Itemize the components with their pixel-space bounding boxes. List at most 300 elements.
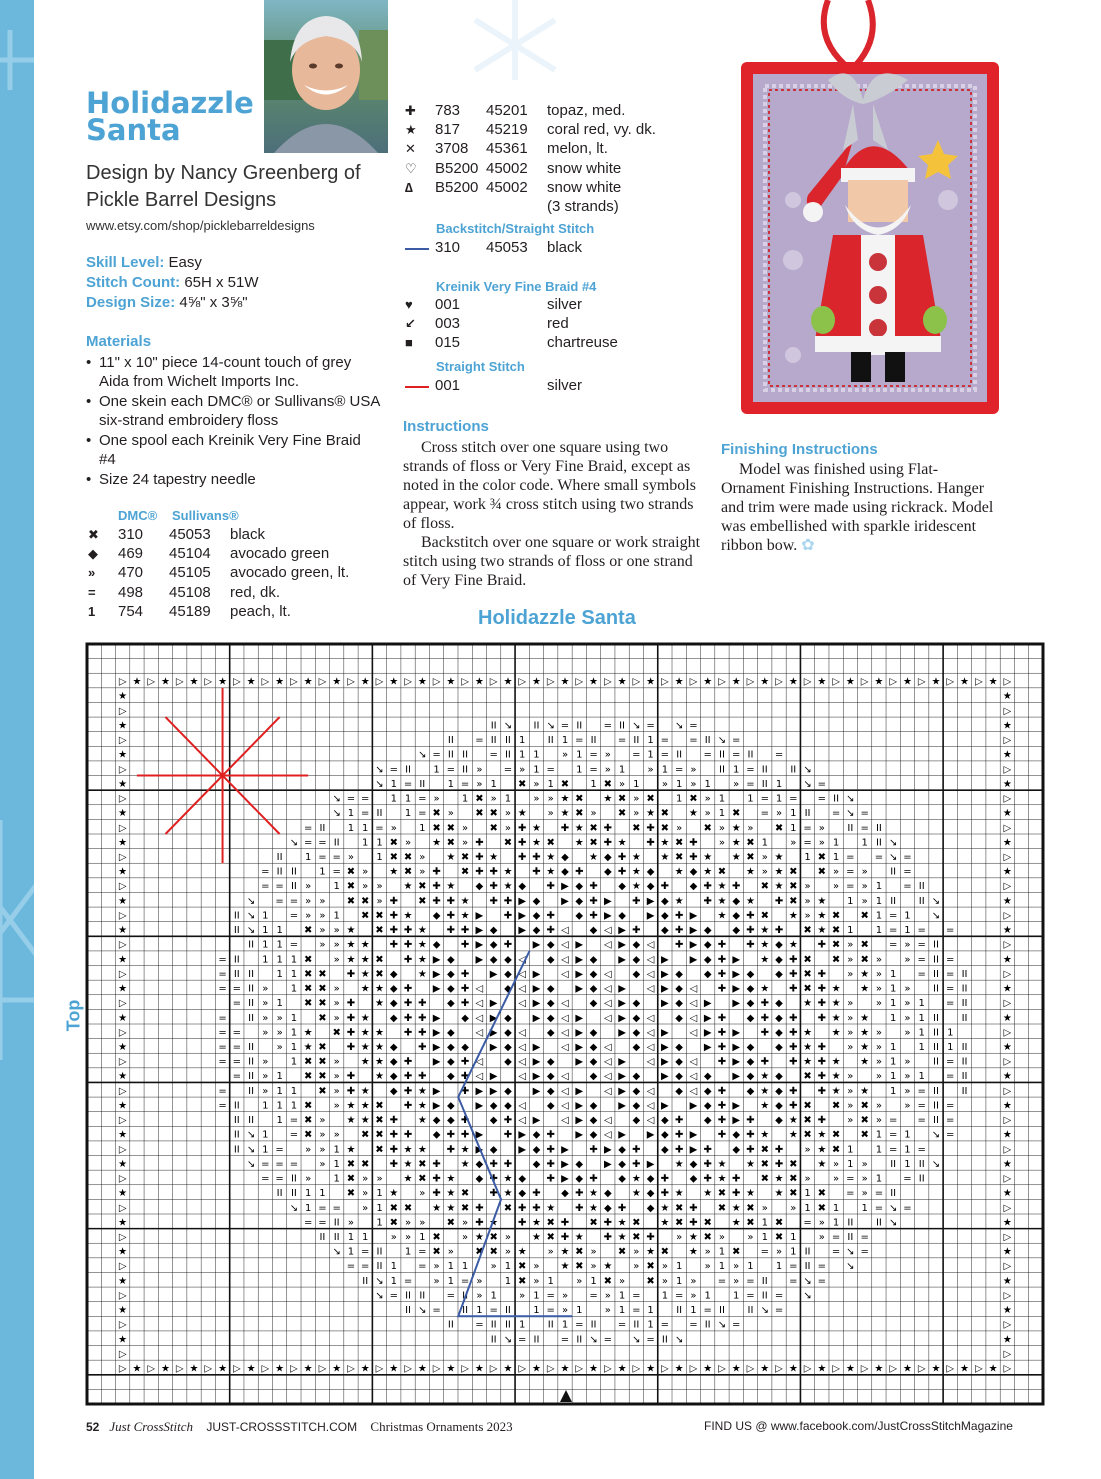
svg-text:★: ★: [432, 837, 442, 849]
svg-text:=: =: [218, 1100, 227, 1112]
svg-text:★: ★: [546, 852, 556, 864]
svg-text:▷: ▷: [290, 1363, 298, 1375]
svg-text:◆: ◆: [775, 954, 783, 966]
svg-text:★: ★: [546, 866, 556, 878]
svg-text:◆: ◆: [632, 1012, 641, 1024]
svg-text:▷: ▷: [1003, 1290, 1012, 1302]
svg-text:1: 1: [290, 1027, 298, 1039]
svg-text:1: 1: [847, 1158, 854, 1170]
svg-text:★: ★: [760, 1085, 770, 1097]
svg-text:1: 1: [889, 1071, 897, 1083]
svg-text:★: ★: [688, 1246, 698, 1258]
svg-text:=: =: [503, 764, 513, 776]
svg-text:✚: ✚: [789, 1056, 798, 1068]
svg-text:◆: ◆: [732, 895, 741, 907]
svg-text:✖: ✖: [446, 837, 456, 849]
svg-text:II: II: [490, 1334, 497, 1346]
svg-text:★: ★: [731, 852, 741, 864]
svg-text:1: 1: [362, 1232, 369, 1244]
svg-text:★: ★: [118, 1042, 128, 1054]
svg-text:»: »: [462, 1217, 469, 1229]
svg-text:1: 1: [333, 881, 340, 893]
svg-text:◆: ◆: [775, 939, 783, 951]
svg-text:▷: ▷: [1003, 1173, 1012, 1185]
svg-text:1: 1: [533, 764, 540, 776]
svg-text:✖: ✖: [860, 1100, 869, 1112]
svg-text:✚: ✚: [632, 1144, 641, 1156]
svg-text:=: =: [361, 1246, 370, 1258]
svg-text:◁: ◁: [518, 1071, 527, 1083]
svg-text:✚: ✚: [617, 866, 627, 878]
svg-text:★: ★: [118, 1246, 128, 1258]
svg-text:✖: ✖: [575, 793, 584, 805]
svg-text:↘: ↘: [375, 778, 384, 790]
svg-text:✖: ✖: [489, 822, 498, 834]
svg-text:II: II: [790, 764, 797, 776]
svg-text:★: ★: [560, 793, 570, 805]
svg-text:▷: ▷: [461, 676, 469, 688]
svg-text:1: 1: [504, 1261, 512, 1273]
svg-text:=: =: [218, 954, 227, 966]
svg-text:1: 1: [775, 793, 783, 805]
svg-text:★: ★: [860, 1042, 870, 1054]
designer-url[interactable]: www.etsy.com/shop/picklebarreldesigns: [86, 218, 315, 233]
svg-text:1: 1: [647, 735, 654, 747]
svg-text:▶: ▶: [432, 1100, 441, 1112]
svg-text:▶: ▶: [618, 983, 626, 995]
svg-text:★: ★: [389, 1188, 399, 1200]
svg-text:II: II: [661, 1334, 668, 1346]
svg-text:✚: ✚: [517, 1217, 527, 1229]
svg-text:▷: ▷: [1003, 1085, 1012, 1097]
svg-text:1: 1: [618, 764, 626, 776]
stitch-count: Stitch Count: 65H x 51W: [86, 274, 259, 291]
svg-text:★: ★: [674, 1188, 684, 1200]
svg-text:»: »: [847, 939, 854, 951]
svg-text:▶: ▶: [603, 1158, 612, 1170]
svg-text:★: ★: [446, 1202, 456, 1214]
svg-text:★: ★: [717, 910, 727, 922]
svg-text:✚: ✚: [774, 925, 784, 937]
svg-text:↘: ↘: [674, 1334, 684, 1346]
designer-byline: Design by Nancy Greenberg of Pickle Barrel Designs: [86, 162, 361, 211]
svg-text:★: ★: [931, 1363, 941, 1375]
svg-text:▶: ▶: [689, 910, 698, 922]
svg-text:◁: ◁: [561, 1115, 569, 1127]
key-symbol: ★: [405, 122, 417, 138]
svg-text:1: 1: [390, 1275, 397, 1287]
svg-text:II: II: [233, 968, 240, 980]
svg-text:▷: ▷: [974, 1363, 983, 1375]
svg-text:=: =: [860, 1232, 869, 1244]
svg-text:▶: ▶: [689, 1129, 698, 1141]
svg-text:↘: ↘: [888, 852, 898, 864]
svg-text:✚: ✚: [717, 1042, 727, 1054]
svg-text:★: ★: [631, 852, 641, 864]
svg-text:1: 1: [875, 1173, 883, 1185]
svg-text:★: ★: [474, 676, 484, 688]
svg-text:1: 1: [404, 1246, 412, 1258]
svg-text:★: ★: [703, 676, 713, 688]
svg-text:★: ★: [1002, 778, 1012, 790]
svg-text:★: ★: [731, 676, 741, 688]
svg-text:=: =: [917, 1144, 926, 1156]
svg-text:=: =: [489, 749, 498, 761]
svg-text:✚: ✚: [389, 925, 398, 937]
svg-text:✚: ✚: [660, 1173, 670, 1185]
svg-text:✚: ✚: [432, 866, 441, 878]
svg-text:✖: ✖: [589, 837, 598, 849]
svg-text:★: ★: [389, 866, 399, 878]
svg-text:✖: ✖: [318, 1071, 327, 1083]
svg-text:II: II: [276, 866, 283, 878]
svg-text:✖: ✖: [689, 793, 698, 805]
svg-text:▶: ▶: [689, 1144, 698, 1156]
svg-text:★: ★: [746, 1188, 755, 1200]
svg-text:1: 1: [832, 1202, 840, 1214]
floss-key-table-a: [86, 525, 349, 621]
svg-text:1: 1: [804, 1202, 811, 1214]
svg-text:◁: ◁: [646, 1012, 655, 1024]
svg-text:✖: ✖: [803, 983, 812, 995]
svg-text:✚: ✚: [746, 1115, 755, 1127]
svg-text:▶: ▶: [475, 954, 484, 966]
svg-text:✖: ✖: [746, 837, 755, 849]
svg-text:↘: ↘: [246, 910, 256, 922]
svg-text:✚: ✚: [389, 910, 398, 922]
svg-text:»: »: [775, 1246, 783, 1258]
svg-text:=: =: [674, 1290, 684, 1302]
svg-text:★: ★: [560, 676, 570, 688]
svg-text:✚: ✚: [546, 1144, 555, 1156]
svg-text:»: »: [519, 764, 526, 776]
svg-text:▷: ▷: [432, 676, 441, 688]
svg-text:★: ★: [646, 1246, 656, 1258]
svg-text:▶: ▶: [489, 1042, 498, 1054]
svg-text:1: 1: [547, 1275, 554, 1287]
svg-text:✚: ✚: [717, 1012, 727, 1024]
end-mark-icon: ✿: [801, 537, 815, 554]
svg-text:=: =: [446, 1290, 456, 1302]
backstitch-heading: Backstitch/Straight Stitch: [436, 221, 595, 236]
svg-text:1: 1: [733, 1290, 740, 1302]
svg-text:»: »: [847, 954, 854, 966]
svg-text:▷: ▷: [118, 1115, 127, 1127]
svg-text:✖: ✖: [318, 1056, 327, 1068]
svg-text:II: II: [533, 720, 540, 732]
svg-text:=: =: [432, 749, 441, 761]
svg-text:1: 1: [333, 910, 340, 922]
svg-text:=: =: [375, 822, 384, 834]
svg-text:✖: ✖: [817, 1188, 827, 1200]
svg-text:»: »: [376, 895, 383, 907]
svg-text:★: ★: [717, 895, 727, 907]
svg-text:II: II: [333, 837, 340, 849]
svg-text:★: ★: [360, 939, 370, 951]
svg-text:✖: ✖: [418, 895, 427, 907]
svg-text:★: ★: [403, 881, 413, 893]
svg-text:✚: ✚: [589, 895, 598, 907]
svg-text:▶: ▶: [432, 1012, 441, 1024]
svg-text:✖: ✖: [361, 1129, 370, 1141]
svg-text:✖: ✖: [860, 1115, 869, 1127]
svg-text:=: =: [318, 1202, 327, 1214]
chart-title: Holidazzle Santa: [478, 607, 636, 629]
svg-text:»: »: [647, 764, 654, 776]
materials-heading: Materials: [86, 333, 152, 350]
svg-text:=: =: [361, 808, 370, 820]
sullivans-column-header: Sullivans®: [172, 508, 239, 523]
svg-text:★: ★: [860, 983, 870, 995]
svg-text:✚: ✚: [489, 895, 498, 907]
svg-text:»: »: [875, 983, 882, 995]
svg-text:✚: ✚: [603, 837, 613, 849]
svg-text:★: ★: [589, 676, 599, 688]
center-arrow-icon: [560, 1390, 572, 1402]
svg-text:▷: ▷: [118, 998, 127, 1010]
svg-text:◆: ◆: [703, 1100, 712, 1112]
svg-text:»: »: [561, 1290, 569, 1302]
svg-text:◆: ◆: [746, 1012, 755, 1024]
svg-text:◆: ◆: [546, 1071, 555, 1083]
svg-text:↘: ↘: [503, 1334, 513, 1346]
svg-text:✚: ✚: [632, 1158, 641, 1170]
svg-text:★: ★: [660, 1217, 670, 1229]
svg-text:=: =: [460, 778, 470, 790]
svg-text:★: ★: [346, 1100, 356, 1112]
svg-text:◆: ◆: [746, 983, 755, 995]
svg-text:◁: ◁: [646, 1100, 655, 1112]
svg-text:◆: ◆: [575, 1173, 584, 1185]
svg-text:✚: ✚: [746, 925, 755, 937]
svg-text:»: »: [847, 1085, 854, 1097]
svg-text:✚: ✚: [732, 1188, 741, 1200]
svg-text:✖: ✖: [632, 1217, 641, 1229]
svg-text:★: ★: [417, 1144, 427, 1156]
svg-text:1: 1: [675, 1275, 683, 1287]
svg-text:▶: ▶: [575, 1085, 584, 1097]
svg-text:★: ★: [831, 1012, 841, 1024]
svg-text:★: ★: [275, 676, 285, 688]
svg-text:✖: ✖: [617, 793, 627, 805]
svg-text:★: ★: [589, 1363, 599, 1375]
svg-text:»: »: [276, 1027, 283, 1039]
svg-text:»: »: [690, 1290, 697, 1302]
svg-text:✖: ✖: [403, 1202, 413, 1214]
svg-text:✚: ✚: [689, 1217, 698, 1229]
svg-text:◆: ◆: [389, 968, 398, 980]
svg-text:▶: ▶: [532, 1115, 541, 1127]
svg-text:II: II: [233, 910, 240, 922]
svg-text:▷: ▷: [946, 676, 955, 688]
svg-text:✖: ✖: [746, 852, 755, 864]
svg-text:▷: ▷: [775, 676, 783, 688]
svg-text:◆: ◆: [675, 998, 684, 1010]
svg-text:✚: ✚: [489, 1158, 498, 1170]
svg-text:◆: ◆: [775, 968, 783, 980]
svg-text:1: 1: [276, 1085, 283, 1097]
svg-text:=: =: [946, 925, 955, 937]
svg-text:✖: ✖: [389, 1217, 398, 1229]
svg-text:↘: ↘: [931, 910, 941, 922]
svg-text:★: ★: [774, 1173, 784, 1185]
svg-text:◆: ◆: [775, 998, 783, 1010]
svg-text:◁: ◁: [603, 1056, 612, 1068]
svg-text:✚: ✚: [446, 1129, 456, 1141]
svg-text:✚: ✚: [789, 1042, 798, 1054]
svg-text:▶: ▶: [689, 939, 698, 951]
svg-text:II: II: [576, 1334, 583, 1346]
svg-text:↘: ↘: [803, 764, 812, 776]
svg-text:★: ★: [360, 1027, 370, 1039]
svg-text:★: ★: [988, 1363, 998, 1375]
svg-text:=: =: [789, 1275, 798, 1287]
svg-text:✖: ✖: [389, 1202, 398, 1214]
svg-text:II: II: [933, 1042, 939, 1054]
svg-text:◆: ◆: [661, 1129, 669, 1141]
svg-text:=: =: [632, 1305, 641, 1317]
footer-social[interactable]: FIND US @ www.facebook.com/JustCrossStitchMagazine: [704, 1419, 1013, 1433]
svg-text:★: ★: [831, 1027, 841, 1039]
svg-text:★: ★: [118, 837, 128, 849]
svg-text:▶: ▶: [489, 998, 498, 1010]
svg-text:»: »: [404, 837, 412, 849]
svg-text:✚: ✚: [589, 1144, 598, 1156]
svg-text:★: ★: [218, 1363, 228, 1375]
svg-text:II: II: [719, 1305, 725, 1317]
svg-text:✚: ✚: [346, 1042, 356, 1054]
svg-text:★: ★: [531, 676, 541, 688]
svg-text:1: 1: [262, 1100, 269, 1112]
svg-text:★: ★: [746, 866, 755, 878]
svg-text:=: =: [389, 1290, 398, 1302]
svg-text:✚: ✚: [674, 939, 684, 951]
svg-text:1: 1: [861, 837, 868, 849]
svg-text:1: 1: [290, 1085, 298, 1097]
svg-text:▶: ▶: [532, 1012, 541, 1024]
svg-text:✚: ✚: [403, 1071, 413, 1083]
svg-text:II: II: [933, 954, 939, 966]
svg-text:II: II: [248, 968, 255, 980]
svg-text:✚: ✚: [703, 1144, 712, 1156]
svg-text:1: 1: [918, 998, 925, 1010]
svg-text:»: »: [690, 778, 697, 790]
floss-key-table-b: [403, 101, 656, 216]
svg-text:✚: ✚: [475, 866, 484, 878]
issue-name: Christmas Ornaments 2023: [370, 1419, 513, 1434]
svg-text:▶: ▶: [432, 983, 441, 995]
magazine-site[interactable]: JUST-CROSSSTITCH.COM: [206, 1420, 358, 1434]
svg-text:↘: ↘: [375, 1290, 384, 1302]
svg-text:▶: ▶: [618, 1071, 626, 1083]
svg-text:1: 1: [262, 939, 269, 951]
svg-text:1: 1: [533, 1290, 540, 1302]
svg-text:»: »: [804, 895, 811, 907]
svg-text:★: ★: [760, 1363, 770, 1375]
svg-text:▷: ▷: [1003, 881, 1012, 893]
svg-text:✖: ✖: [303, 1056, 313, 1068]
svg-text:◆: ◆: [589, 925, 598, 937]
svg-text:✚: ✚: [546, 910, 555, 922]
svg-text:✖: ✖: [432, 808, 441, 820]
svg-text:✚: ✚: [760, 1027, 769, 1039]
svg-text:★: ★: [346, 1144, 356, 1156]
svg-text:II: II: [933, 1115, 939, 1127]
svg-text:II: II: [504, 749, 511, 761]
svg-text:▶: ▶: [532, 968, 541, 980]
svg-text:1: 1: [861, 1202, 868, 1214]
svg-text:=: =: [917, 1085, 926, 1097]
svg-text:◆: ◆: [589, 1071, 598, 1083]
svg-text:1: 1: [875, 925, 883, 937]
svg-text:▶: ▶: [618, 1012, 626, 1024]
svg-text:1: 1: [561, 1319, 569, 1331]
svg-text:◁: ◁: [646, 954, 655, 966]
svg-text:»: »: [704, 808, 711, 820]
svg-text:=: =: [846, 1173, 855, 1185]
svg-text:↘: ↘: [246, 1144, 256, 1156]
svg-text:=: =: [888, 1115, 898, 1127]
svg-text:II: II: [847, 1232, 854, 1244]
svg-text:1: 1: [804, 1188, 811, 1200]
svg-text:★: ★: [845, 1363, 855, 1375]
svg-text:=: =: [903, 1173, 912, 1185]
svg-text:1: 1: [790, 1232, 797, 1244]
svg-text:1: 1: [419, 1232, 426, 1244]
svg-text:◆: ◆: [532, 1144, 541, 1156]
svg-text:✖: ✖: [332, 1027, 341, 1039]
svg-text:★: ★: [646, 1363, 656, 1375]
svg-text:★: ★: [817, 925, 827, 937]
svg-text:✚: ✚: [546, 1158, 555, 1170]
svg-text:=: =: [803, 837, 812, 849]
svg-text:★: ★: [375, 1071, 384, 1083]
svg-text:II: II: [447, 1319, 454, 1331]
svg-text:1: 1: [947, 1027, 954, 1039]
svg-text:✚: ✚: [703, 881, 712, 893]
table-row: ✚ 783 45201 topaz, med.: [405, 102, 626, 120]
svg-text:◆: ◆: [618, 881, 626, 893]
svg-text:✖: ✖: [789, 1173, 798, 1185]
list-item: • 11" x 10" piece 14-count touch of grey Aida from Wichelt Imports Inc.: [86, 353, 381, 391]
svg-text:=: =: [732, 735, 741, 747]
svg-text:1: 1: [533, 1305, 540, 1317]
svg-text:=: =: [774, 1305, 784, 1317]
svg-text:✚: ✚: [575, 1202, 584, 1214]
svg-text:◆: ◆: [661, 1144, 669, 1156]
svg-text:▷: ▷: [917, 1363, 926, 1375]
svg-text:✖: ✖: [732, 1246, 741, 1258]
svg-text:✚: ✚: [560, 822, 570, 834]
svg-text:★: ★: [617, 676, 627, 688]
svg-text:★: ★: [375, 998, 384, 1010]
svg-text:▶: ▶: [646, 1158, 655, 1170]
svg-text:★: ★: [446, 852, 456, 864]
svg-text:◆: ◆: [532, 925, 541, 937]
svg-text:=: =: [275, 881, 284, 893]
svg-text:=: =: [660, 1319, 670, 1331]
svg-text:↘: ↘: [246, 1158, 256, 1170]
svg-text:»: »: [476, 1290, 483, 1302]
svg-text:◆: ◆: [661, 910, 669, 922]
svg-text:▶: ▶: [432, 1085, 441, 1097]
svg-text:»: »: [262, 1071, 269, 1083]
svg-text:▶: ▶: [618, 954, 626, 966]
key-symbol: ✕: [405, 141, 416, 157]
svg-text:✖: ✖: [546, 1232, 555, 1244]
svg-text:✚: ✚: [717, 939, 727, 951]
svg-text:✚: ✚: [560, 1217, 570, 1229]
